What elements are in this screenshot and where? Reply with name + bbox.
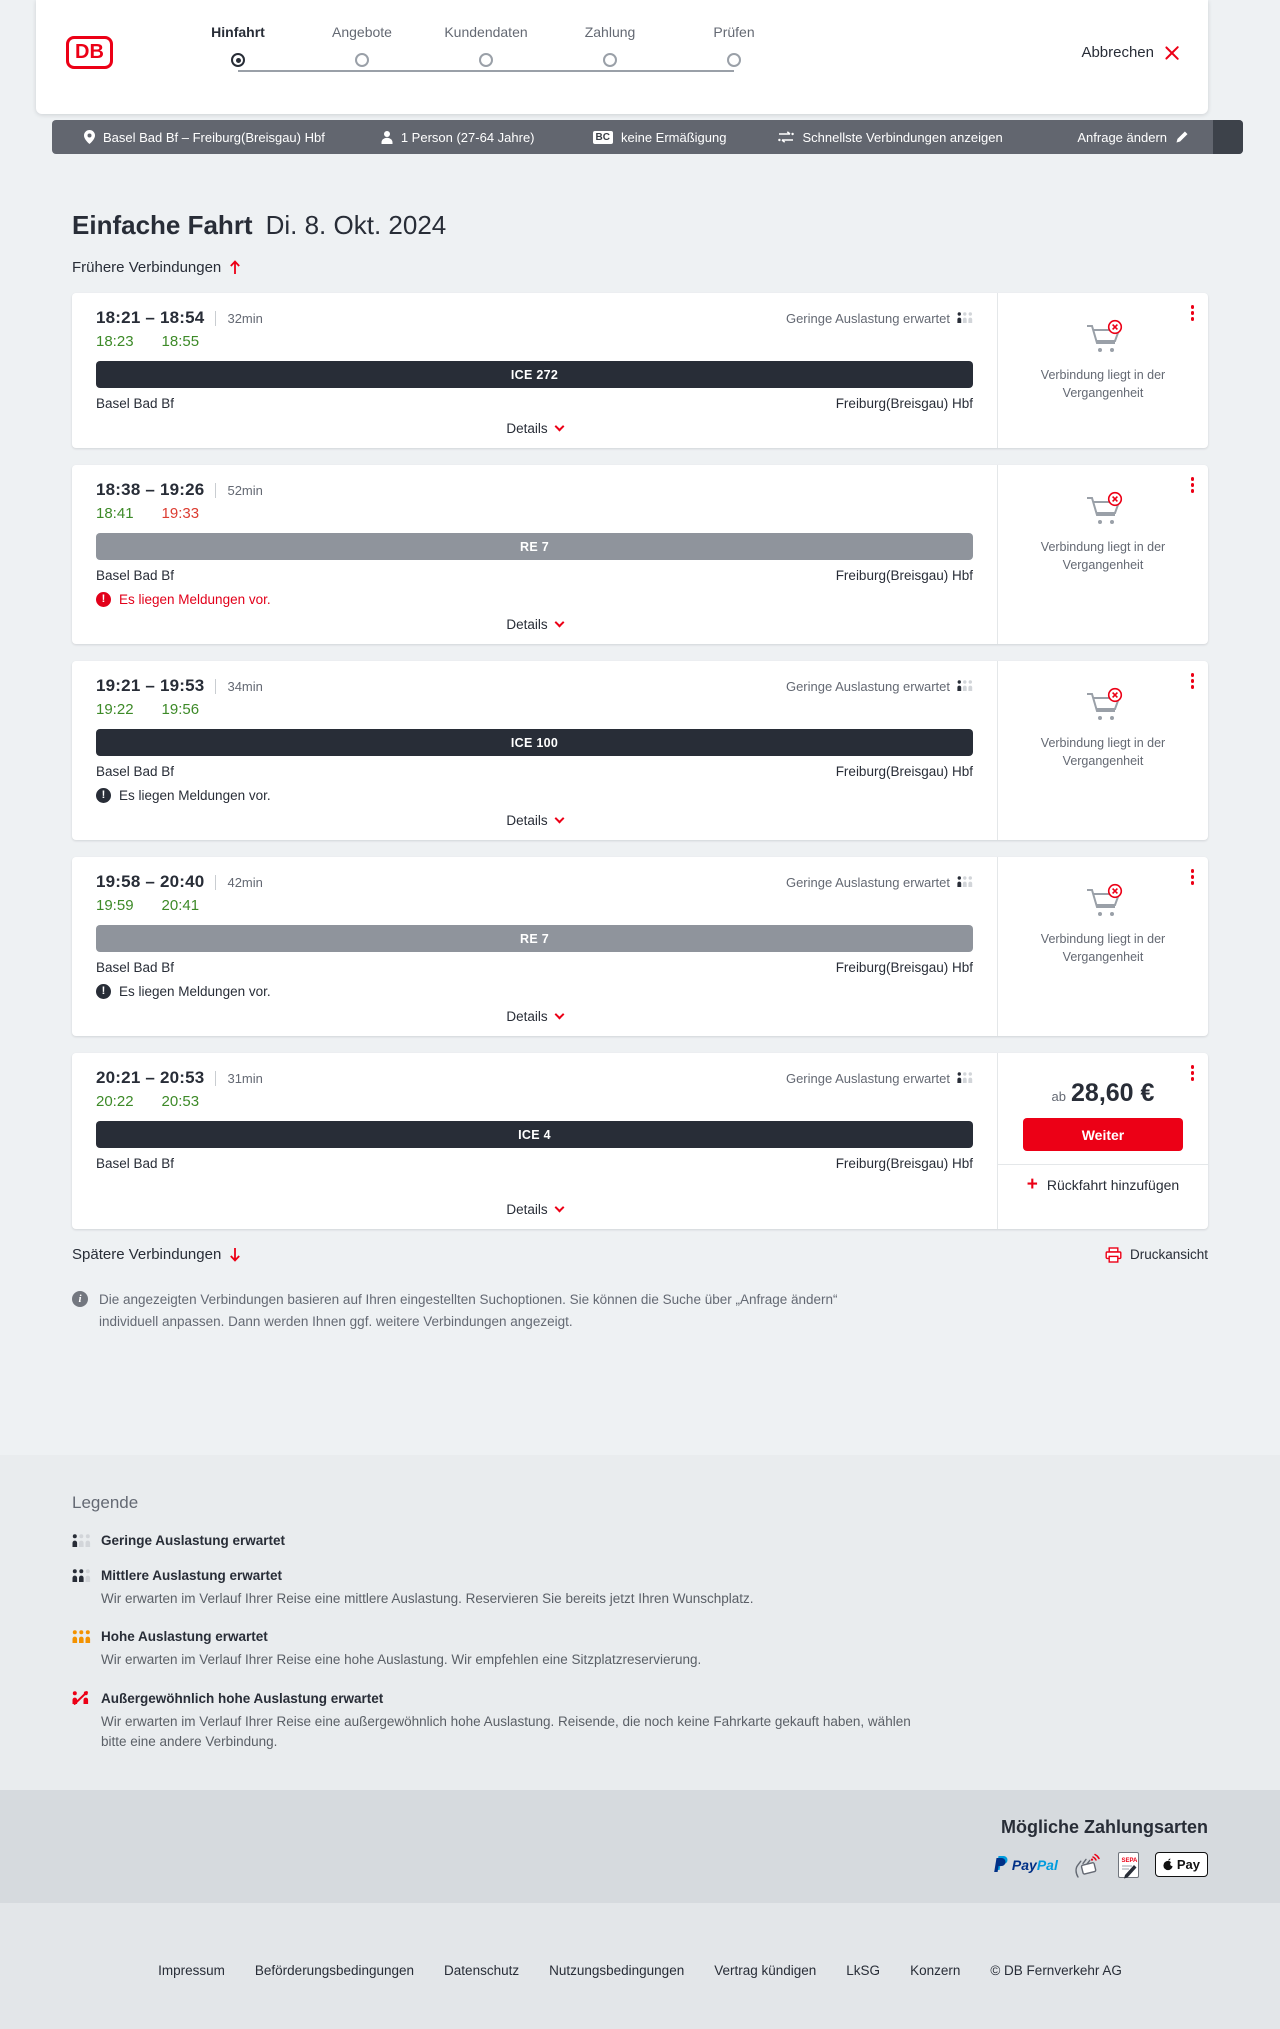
connection-main [72, 857, 997, 1036]
legend-label: Geringe Auslastung erwartet [101, 1533, 286, 1548]
occupancy-label: Geringe Auslastung erwartet [785, 874, 950, 890]
credit-card-hand-icon [1074, 1851, 1102, 1878]
actual-arrival: 19:56 [161, 701, 200, 718]
occupancy-indicator [786, 311, 973, 326]
occupancy-low-icon [957, 876, 973, 888]
legend-item [72, 1691, 1208, 1753]
header [36, 0, 1208, 114]
passengers-text: 1 Person (27-64 Jahre) [400, 129, 535, 145]
info-note [72, 1289, 1208, 1332]
cart-unavailable-icon [1082, 319, 1124, 353]
arrow-down-icon [229, 1247, 241, 1262]
details-button[interactable] [96, 617, 973, 632]
message-row-alert [96, 592, 973, 607]
legend-desc: Wir erwarten im Verlauf Ihrer Reise eine hohe Auslastung. Wir empfehlen eine Sitzplatzreservierung. [101, 1652, 702, 1668]
message-row [96, 984, 973, 999]
destination-station: Freiburg(Breisgau) Hbf [835, 960, 973, 975]
apple-pay-logo: Pay [1155, 1852, 1208, 1877]
footer-link-konzern[interactable]: Konzern [910, 1963, 961, 1978]
connection-main [72, 293, 997, 448]
train-label-bar: RE 7 [96, 925, 973, 952]
divider [215, 679, 216, 694]
info-icon: i [72, 1291, 88, 1307]
connection-side-panel [997, 465, 1208, 644]
db-logo[interactable]: DB [66, 36, 113, 69]
actual-departure: 19:22 [96, 701, 134, 718]
step-label: Prüfen [713, 24, 755, 40]
time-range: 20:21 – 20:53 [96, 1068, 205, 1087]
warning-icon: ! [96, 788, 111, 803]
legend-desc: Wir erwarten im Verlauf Ihrer Reise eine außergewöhnlich hohe Auslastung. Reisende, die noch keine Fahrkarte gekauft haben, wählen bitte eine andere Verbindung. [101, 1713, 911, 1749]
chevron-down-icon [554, 422, 564, 432]
svg-text:SEPA: SEPA [1121, 1857, 1138, 1864]
step-dot [479, 53, 493, 67]
origin-station: Basel Bad Bf [96, 396, 175, 411]
step-label: Kundendaten [444, 24, 528, 40]
chevron-down-icon [554, 618, 564, 628]
price [1012, 1079, 1194, 1108]
past-note-text: Verbindung liegt in der Vergangenheit [1040, 368, 1166, 401]
duration: 31min [227, 1070, 263, 1086]
origin-station: Basel Bad Bf [96, 960, 175, 975]
options-menu-button[interactable] [1189, 671, 1197, 691]
progress-track [238, 70, 734, 72]
occupancy-label: Geringe Auslastung erwartet [785, 1070, 950, 1086]
stations-row [96, 1156, 973, 1171]
connection-card[interactable] [72, 857, 1208, 1036]
train-label-bar: ICE 272 [96, 361, 973, 388]
message-row [96, 788, 973, 803]
destination-station: Freiburg(Breisgau) Hbf [835, 764, 973, 779]
footer-link-nutzungsbedingungen[interactable]: Nutzungsbedingungen [549, 1963, 685, 1978]
connection-side-panel [997, 857, 1208, 1036]
divider [215, 875, 216, 890]
train-label-bar: RE 7 [96, 533, 973, 560]
train-label-bar: ICE 4 [96, 1121, 973, 1148]
change-request-button[interactable] [1077, 130, 1189, 145]
actual-departure: 19:59 [96, 897, 134, 914]
chevron-down-icon [554, 1203, 564, 1213]
occupancy-label: Geringe Auslastung erwartet [785, 678, 950, 694]
actual-arrival-delayed: 19:33 [161, 505, 200, 522]
time-range: 19:58 – 20:40 [96, 872, 205, 891]
pencil-icon [1175, 130, 1189, 144]
step-label: Zahlung [584, 24, 636, 40]
step-dot-active [231, 53, 245, 67]
time-range: 18:21 – 18:54 [96, 308, 205, 327]
fastest-connections-toggle[interactable] [778, 130, 1002, 145]
close-icon [1164, 45, 1180, 61]
divider [998, 1164, 1208, 1165]
occupancy-label: Geringe Auslastung erwartet [785, 310, 950, 326]
connection-main [72, 661, 997, 840]
earlier-connections-link[interactable] [72, 259, 241, 276]
footer-copyright: © DB Fernverkehr AG [990, 1963, 1122, 1978]
printer-icon [1105, 1247, 1122, 1263]
details-label: Details [506, 813, 548, 828]
payment-title: Mögliche Zahlungsarten [1000, 1817, 1208, 1837]
price-panel [997, 1053, 1208, 1229]
sepa-logo [1118, 1852, 1139, 1878]
past-note-text: Verbindung liegt in der Vergangenheit [1040, 540, 1166, 573]
duration: 52min [227, 482, 263, 498]
legend-section [0, 1455, 1280, 1790]
connection-main [72, 465, 997, 644]
add-return-button[interactable] [1012, 1174, 1194, 1195]
time-range: 18:38 – 19:26 [96, 480, 205, 499]
payment-methods [72, 1851, 1208, 1878]
actual-arrival: 20:53 [161, 1093, 200, 1110]
occupancy-high-icon [72, 1630, 91, 1644]
connection-main [72, 1053, 997, 1229]
destination-station: Freiburg(Breisgau) Hbf [835, 568, 973, 583]
info-text: Die angezeigten Verbindungen basieren auf Ihren eingestellten Suchoptionen. Sie können die Suche über „Anfrage ändern“ individuell anpassen. Dann werden Ihnen ggf. weitere Verbindungen angezeigt. [99, 1292, 838, 1329]
cancel-label: Abbrechen [1081, 44, 1154, 61]
actual-arrival: 20:41 [161, 897, 200, 914]
occupancy-indicator [786, 875, 973, 890]
message-text: Es liegen Meldungen vor. [119, 592, 271, 607]
footer-link-vertrag-kuendigen[interactable]: Vertrag kündigen [714, 1963, 817, 1978]
actual-departure: 18:23 [96, 333, 134, 350]
past-connection-note [1012, 671, 1194, 770]
journey-date: Di. 8. Okt. 2024 [265, 210, 447, 240]
options-menu-button[interactable] [1189, 1063, 1197, 1083]
connection-side-panel [997, 293, 1208, 448]
duration: 42min [227, 874, 263, 890]
step-hinfahrt[interactable] [176, 24, 300, 67]
footer [0, 1903, 1280, 2029]
occupancy-low-icon [957, 1072, 973, 1084]
realtime-row [96, 897, 973, 914]
warning-icon: ! [96, 592, 111, 607]
stations-row [96, 568, 973, 583]
options-menu-button[interactable] [1189, 867, 1197, 887]
stations-row [96, 960, 973, 975]
past-connection-note [1012, 867, 1194, 966]
trip-route [84, 130, 325, 145]
route-text: Basel Bad Bf – Freiburg(Breisgau) Hbf [103, 129, 325, 145]
step-pruefen[interactable] [672, 24, 796, 67]
origin-station: Basel Bad Bf [96, 764, 175, 779]
print-view-button[interactable] [1105, 1247, 1208, 1263]
step-dot [355, 53, 369, 67]
connection-card[interactable] [72, 465, 1208, 644]
legend-label: Mittlere Auslastung erwartet [101, 1568, 283, 1583]
connection-card[interactable] [72, 661, 1208, 840]
arrow-up-icon [229, 260, 241, 275]
later-connections-link[interactable] [72, 1246, 241, 1263]
page-title [72, 210, 1208, 241]
discount-text: keine Ermäßigung [620, 129, 727, 145]
stations-row [96, 764, 973, 779]
connection-side-panel [997, 661, 1208, 840]
options-menu-button[interactable] [1189, 303, 1197, 323]
connection-list [72, 293, 1208, 1229]
footer-link-datenschutz[interactable]: Datenschutz [444, 1963, 520, 1978]
train-label-bar: ICE 100 [96, 729, 973, 756]
past-connection-note [1012, 303, 1194, 402]
details-label: Details [506, 617, 548, 632]
chevron-down-icon [554, 814, 564, 824]
destination-station: Freiburg(Breisgau) Hbf [835, 396, 973, 411]
actual-arrival: 18:55 [161, 333, 200, 350]
realtime-row [96, 1093, 973, 1110]
footer-link-lksg[interactable]: LkSG [846, 1963, 881, 1978]
legend-item [72, 1568, 1208, 1609]
step-label: Hinfahrt [211, 24, 265, 40]
add-return-label: Rückfahrt hinzufügen [1046, 1177, 1180, 1193]
cancel-button[interactable] [1081, 44, 1180, 61]
results-section [72, 210, 1208, 1332]
step-kundendaten[interactable] [424, 24, 548, 67]
occupancy-low-icon [72, 1534, 91, 1548]
tripbar-right-cap [1213, 120, 1243, 154]
connection-card[interactable] [72, 293, 1208, 448]
step-dot [727, 53, 741, 67]
duration: 32min [227, 310, 263, 326]
person-icon [381, 131, 393, 144]
message-text: Es liegen Meldungen vor. [119, 984, 271, 999]
realtime-row [96, 333, 973, 350]
origin-station: Basel Bad Bf [96, 568, 175, 583]
trip-summary-bar [52, 120, 1243, 154]
payment-section [0, 1790, 1280, 1903]
details-button[interactable] [96, 421, 973, 436]
past-note-text: Verbindung liegt in der Vergangenheit [1040, 736, 1166, 769]
cart-unavailable-icon [1082, 687, 1124, 721]
connection-card-bookable[interactable] [72, 1053, 1208, 1229]
step-angebote[interactable] [300, 24, 424, 67]
stations-row [96, 396, 973, 411]
legend-item [72, 1533, 1208, 1548]
bahncard-icon: BC [593, 131, 613, 144]
divider [215, 483, 216, 498]
divider [215, 1071, 216, 1086]
past-note-text: Verbindung liegt in der Vergangenheit [1040, 932, 1166, 965]
actual-departure: 20:22 [96, 1093, 134, 1110]
location-pin-icon [84, 130, 95, 144]
options-menu-button[interactable] [1189, 475, 1197, 495]
footer-links [0, 1903, 1280, 1978]
chevron-down-icon [554, 1010, 564, 1020]
legend-desc: Wir erwarten im Verlauf Ihrer Reise eine mittlere Auslastung. Reservieren Sie bereits jetzt Ihren Wunschplatz. [101, 1591, 754, 1606]
origin-station: Basel Bad Bf [96, 1156, 175, 1171]
progress-steps [176, 24, 796, 67]
occupancy-very-high-icon [72, 1691, 91, 1705]
details-label: Details [506, 1009, 548, 1024]
destination-station: Freiburg(Breisgau) Hbf [835, 1156, 973, 1171]
realtime-row [96, 701, 973, 718]
realtime-row [96, 505, 973, 522]
paypal-logo: PayPal [994, 1855, 1058, 1874]
warning-icon: ! [96, 984, 111, 999]
footer-link-befoerderungsbedingungen[interactable]: Beförderungsbedingungen [254, 1963, 415, 1978]
continue-button[interactable]: Weiter [1023, 1118, 1183, 1151]
plus-icon: + [1026, 1174, 1038, 1195]
legend-label: Hohe Auslastung erwartet [101, 1629, 268, 1645]
footer-link-impressum[interactable]: Impressum [158, 1963, 225, 1978]
details-button[interactable] [96, 1009, 973, 1024]
occupancy-indicator [786, 679, 973, 694]
price-prefix: ab [1051, 1089, 1067, 1104]
trip-discount [593, 130, 727, 145]
journey-type: Einfache Fahrt [72, 210, 253, 240]
apple-icon [1163, 1858, 1174, 1871]
details-label: Details [506, 1202, 548, 1217]
legend-label: Außergewöhnlich hohe Auslastung erwartet [101, 1690, 384, 1706]
step-dot [603, 53, 617, 67]
occupancy-low-icon [957, 680, 973, 692]
duration: 34min [227, 678, 263, 694]
legend-title: Legende [72, 1493, 139, 1512]
occupancy-low-icon [957, 312, 973, 324]
details-label: Details [506, 421, 548, 436]
cart-unavailable-icon [1082, 883, 1124, 917]
trip-passengers [381, 130, 535, 145]
earlier-label: Frühere Verbindungen [72, 259, 222, 276]
legend-item [72, 1629, 1208, 1670]
occupancy-indicator [786, 1071, 973, 1086]
later-row [72, 1246, 1208, 1263]
fastest-label: Schnellste Verbindungen anzeigen [802, 129, 1003, 145]
details-button[interactable] [96, 1202, 973, 1217]
details-button[interactable] [96, 813, 973, 828]
change-label: Anfrage ändern [1077, 129, 1167, 145]
step-label: Angebote [332, 24, 392, 40]
later-label: Spätere Verbindungen [72, 1246, 222, 1263]
print-label: Druckansicht [1129, 1247, 1208, 1262]
step-zahlung[interactable] [548, 24, 672, 67]
past-connection-note [1012, 475, 1194, 574]
divider [215, 311, 216, 326]
message-text: Es liegen Meldungen vor. [119, 788, 271, 803]
time-range: 19:21 – 19:53 [96, 676, 205, 695]
occupancy-medium-icon [72, 1569, 91, 1583]
paypal-mark-icon [994, 1855, 1009, 1874]
transfer-arrows-icon [778, 131, 794, 143]
price-value: 28,60 € [1071, 1079, 1155, 1107]
cart-unavailable-icon [1082, 491, 1124, 525]
actual-departure: 18:41 [96, 505, 134, 522]
